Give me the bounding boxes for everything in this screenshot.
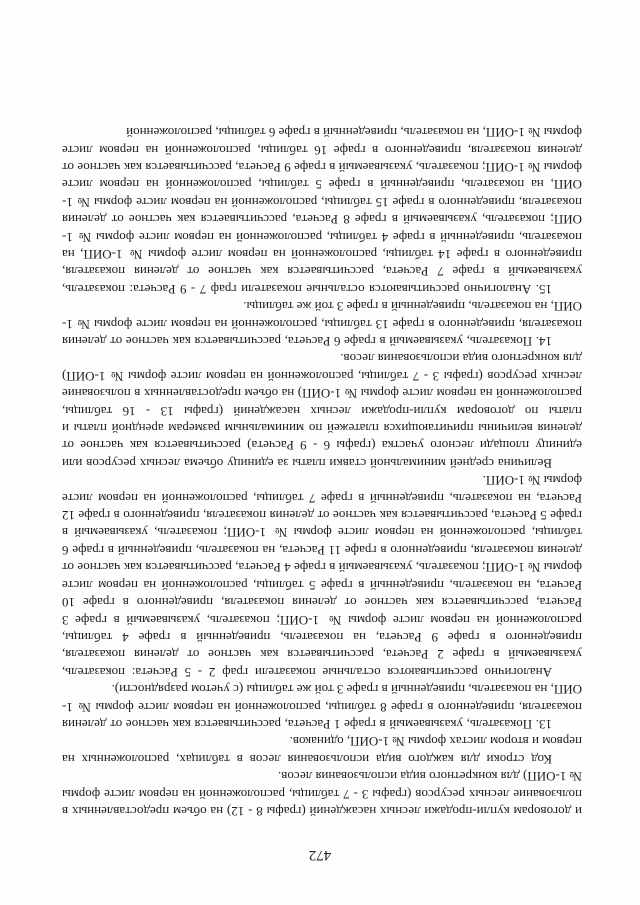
paragraph: 13. Показатель, указываемый в графе 1 Расчета, рассчитывается как частное от деления показателя, приведенного в графе 8 таблицы, расположенной на первом листе формы № 1-ОИП, на показатель, приведенный в графе 3 той же таблицы (с учетом разрядности). — [62, 682, 582, 732]
paragraph: Величина средней минимальной ставки платы за единицу объема лесных ресурсов или единицу площади лесного участка (графы 6 - 9 Расчета) рассчитывается как частное от деления величины причитающихся платежей по минимальным размерам арендной платы и платы по договорам купли-продажи лесных насаждений (графы 13 - 16 таблицы, расположенной на первом листе формы № 1-ОИП) на объем предоставленных в пользование лесных ресурсов (графы 3 - 7 таблицы, расположенной на первом листе формы № 1-ОИП) для конкретного вида использования лесов. — [62, 351, 582, 471]
document-body — [62, 124, 582, 820]
paragraph: 14. Показатель, указываемый в графе 6 Расчета, рассчитывается как частное от деления показателя, приведенного в графе 13 таблицы, расположенной на первом листе формы № 1-ОИП, на показатель, приведенный в графе 3 той же таблицы. — [62, 299, 582, 350]
paragraph: и договорам купли-продажи лесных насаждений (графы 8 - 12) на объем предоставленных в пользование лесных ресурсов (графы 3 - 7 таблицы, расположенной на первом листе формы № 1-ОИП) для конкретного вида использования лесов. — [62, 769, 582, 819]
paragraph: 15. Аналогично рассчитываются остальные показатели граф 7 - 9 Расчета: показатель, указываемый в графе 7 Расчета, рассчитывается как частное от деления показателя, приведенного в графе 14 таблицы, расположенной на первом листе формы № 1-ОИП, на показатель, приведенный в графе 4 таблицы, расположенной на первом листе формы № 1-ОИП; показатель, указываемый в графе 8 Расчета, рассчитывается как частное от деления показателя, приведенного в графе 15 таблицы, расположенной на первом листе формы № 1-ОИП, на показатель, приведенный в графе 5 таблицы, расположенной на первом листе формы № 1-ОИП; показатель, указываемый в графе 9 Расчета, рассчитывается как частное от деления показателя, приведенного в графе 16 таблицы, расположенной на первом листе формы № 1-ОИП, на показатель, приведенный в графе 6 таблицы, расположенной — [62, 125, 582, 297]
page-number: 472 — [308, 847, 332, 863]
paragraph: Аналогично рассчитываются остальные показатели граф 2 - 5 Расчета: показатель, указываемый в графе 2 Расчета, рассчитывается как частное от деления показателя, приведенного в графе 9 Расчета, на показатель, приведенный в графе 4 таблицы, расположенной на первом листе формы № 1-ОИП; показатель, указываемый в графе 3 Расчета, рассчитывается как частное от деления показателя, приведенного в графе 10 Расчета, на показатель, приведенный в графе 5 таблицы, расположенной на первом листе формы № 1-ОИП; показатель, указываемый в графе 4 Расчета, рассчитывается как частное от деления показателя, приведенного в графе 11 Расчета, на показатель, приведенный в графе 6 таблицы, расположенной на первом листе формы № 1-ОИП; показатель, указываемый в графе 5 Расчета, рассчитывается как частное от деления показателя, приведенного в графе 12 Расчета, на показатель, приведенный в графе 7 таблицы, расположенной на первом листе формы № 1-ОИП. — [62, 473, 582, 680]
paragraph: Код строки для каждого вида использования лесов в таблицах, расположенных на первом и втором листах формы № 1-ОИП, одинаков. — [62, 734, 582, 767]
